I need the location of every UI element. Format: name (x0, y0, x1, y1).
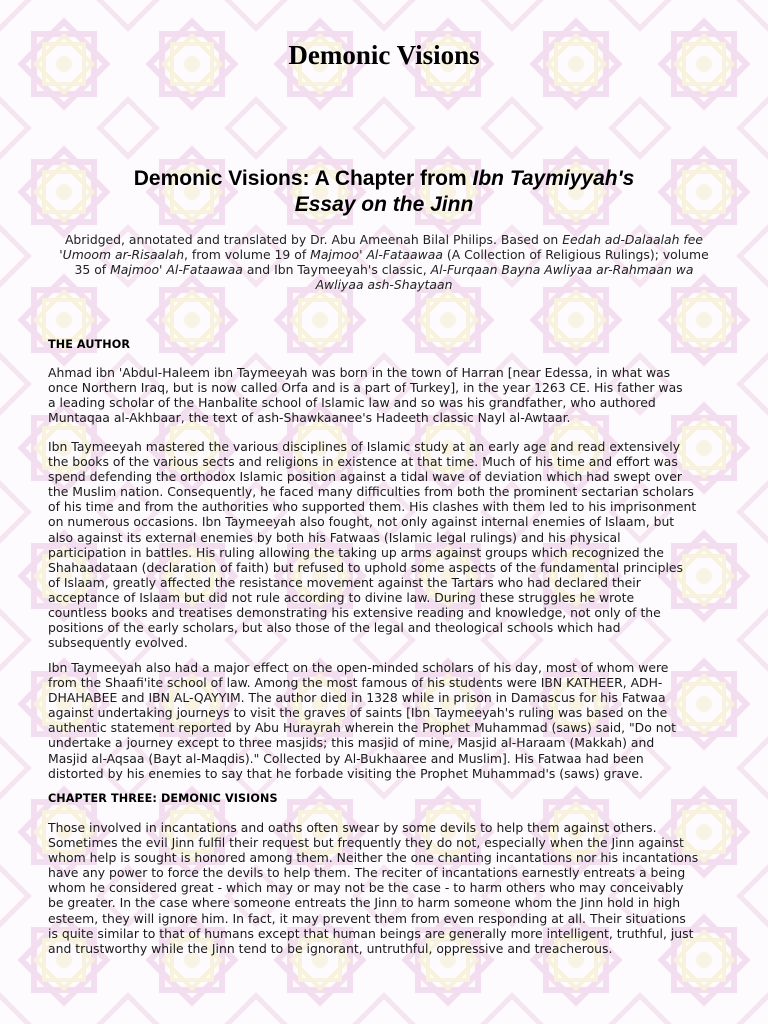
chapter-title-italic-author: Ibn Taymiyyah's (472, 167, 635, 190)
text-line: and trustworthy while the Jinn tend to be ignorant, untruthful, oppressive and treacherous. (48, 940, 613, 956)
subtitle-italic: Majmoo' Al-Fataawaa (110, 262, 243, 277)
text-line: of Islaam, greatly affected the resistance movement against the Tartars who had declared their (48, 574, 641, 590)
text-line: Ibn Taymeeyah mastered the various disciplines of Islamic study at an early age and read extensively (48, 439, 681, 454)
section-heading-author: THE AUTHOR (48, 338, 131, 351)
paragraph-author-2 (48, 439, 722, 650)
text-line: the Muslim nation. Consequently, he faced many difficulties from both the prominent sectarian scholars (48, 484, 694, 500)
text-line: the books of the various sects and religions in existence at that time. Much of his time and effort was (48, 454, 678, 470)
text-line: esteem, they will ignore him. In fact, it may prevent them from even responding at all. Their situations (48, 910, 686, 926)
subtitle-italic: Awliyaa ash-Shaytaan (315, 277, 453, 292)
text-line: spend defending the orthodox Islamic position against a tidal wave of deviation which had swept over (48, 469, 682, 485)
chapter-title-prefix: Demonic Visions: A Chapter from (133, 167, 473, 190)
text-line: authentic statement reported by Abu Hurayrah wherein the Prophet Muhammad (saws) said, "Do not (48, 720, 677, 736)
text-line: from the Shaafi'ite school of law. Among the most famous of his students were IBN KATHEER, ADH- (48, 675, 663, 691)
subtitle-text: Abridged, annotated and translated by Dr. Abu Ameenah Bilal Philips. Based on (64, 232, 563, 247)
chapter-title (48, 166, 720, 218)
text-line: Shahaadataan (declaration of faith) but refused to uphold some aspects of the fundamental principles (48, 559, 683, 575)
paragraph-author-1 (48, 365, 722, 425)
subtitle-attribution (48, 232, 720, 292)
text-line: on numerous occasions. Ibn Taymeeyah also fought, not only against internal enemies of Islaam, but (48, 514, 675, 530)
text-line: positions of the early scholars, but also those of the legal and theological schools which had (48, 620, 621, 636)
text-line: acceptance of Islaam but did not rule according to divine law. During these struggles he wrote (48, 589, 635, 605)
subtitle-text: 35 of (74, 262, 111, 277)
text-line: have any power to force the devils to help them. The reciter of incantations earnestly entreats a being (48, 865, 686, 881)
text-line: Ibn Taymeeyah also had a major effect on the open-minded scholars of his day, most of whom were (48, 660, 669, 675)
document-title: Demonic Visions (288, 40, 480, 70)
text-line: undertake a journey except to three masjids; this masjid of mine, Masjid al-Haraam (Makkah) and (48, 735, 655, 751)
text-line: Sometimes the evil Jinn fulfil their request but frequently they do not, especially when the Jinn against (48, 835, 684, 851)
subtitle-italic: Eedah ad-Dalaalah fee (562, 232, 704, 247)
text-line: Masjid al-Aqsaa (Bayt al-Maqdis)." Collected by Al-Bukhaaree and Muslim]. His Fatwaa had been (48, 750, 644, 766)
chapter-title-italic-essay: Essay on the Jinn (294, 193, 474, 216)
subtitle-text: (A Collection of Religious Rulings); volume (442, 247, 709, 262)
text-line: Those involved in incantations and oaths often swear by some devils to help them against others. (48, 820, 657, 835)
text-line: be greater. In the case where someone entreats the Jinn to harm someone whom the Jinn hold in high (48, 895, 681, 911)
text-line: subsequently evolved. (48, 635, 188, 651)
subtitle-text: and Ibn Taymeeyah's classic, (242, 262, 431, 277)
text-line: Ahmad ibn 'Abdul-Haleem ibn Taymeeyah was born in the town of Harran [near Edessa, in what was (48, 365, 671, 380)
text-line: whom he considered great - which may or may not be the case - to harm others who may conceivably (48, 880, 684, 896)
subtitle-text: , from volume 19 of (184, 247, 311, 262)
paragraph-chapter-three-1 (48, 820, 722, 956)
text-line: of his time and from the authorities who supported them. His clashes with them led to his imprisonment (48, 499, 697, 515)
text-line: once Northern Iraq, but is now called Orfa and is a part of Turkey], in the year 1263 CE. His father was (48, 380, 683, 396)
paragraph-author-3 (48, 660, 722, 781)
subtitle-italic: Al-Furqaan Bayna Awliyaa ar-Rahmaan wa (430, 262, 694, 277)
text-line: countless books and treatises demonstrating his extensive reading and knowledge, not only of the (48, 605, 661, 621)
subtitle-italic: Majmoo' Al-Fataawaa (310, 247, 443, 262)
section-heading-chapter-three: CHAPTER THREE: DEMONIC VISIONS (48, 792, 278, 805)
subtitle-italic: 'Umoom ar-Risaalah (59, 247, 185, 262)
text-line: a leading scholar of the Hanbalite school of Islamic law and so was his grandfather, who authored (48, 395, 656, 411)
text-line: whom help is sought is honored among them. Neither the one chanting incantations nor his incantations (48, 850, 699, 866)
text-line: Muntaqaa al-Akhbaar, the text of ash-Shawkaanee's Hadeeth classic Nayl al-Awtaar. (48, 410, 571, 426)
text-line: also against its external enemies by both his Fatwaas (Islamic legal rulings) and his physical (48, 529, 621, 545)
text-line: distorted by his enemies to say that he forbade visiting the Prophet Muhammad's (saws) grave. (48, 765, 643, 781)
text-line: is quite similar to that of humans except that human beings are generally more intelligent, truthful, just (48, 925, 694, 941)
text-line: DHAHABEE and IBN AL-QAYYIM. The author died in 1328 while in prison in Damascus for his Fatwaa (48, 690, 666, 706)
text-line: participation in battles. His ruling allowing the taking up arms against groups which recognized the (48, 544, 664, 560)
text-line: against undertaking journeys to visit the graves of saints [Ibn Taymeeyah's ruling was based on the (48, 705, 668, 721)
